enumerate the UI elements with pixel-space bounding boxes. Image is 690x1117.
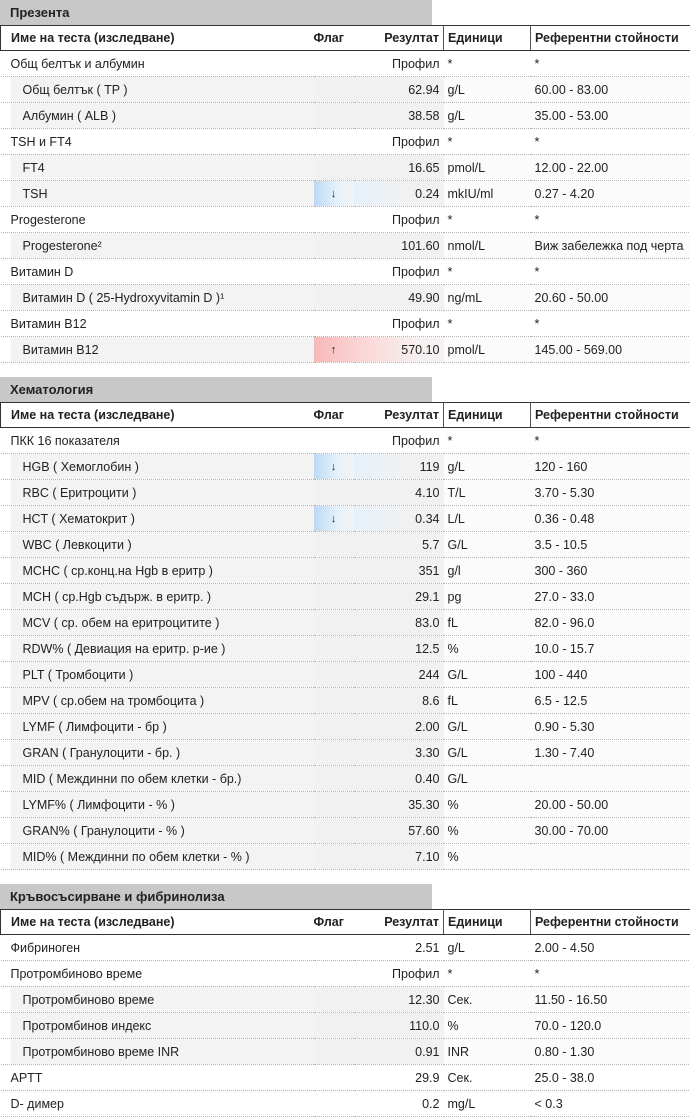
result-units: *	[444, 51, 531, 77]
test-name: Общ белтък и албумин	[1, 51, 314, 77]
test-name: Протромбинов индекс	[1, 1013, 314, 1039]
section-title: Кръвосъсирване и фибринолиза	[0, 884, 432, 909]
test-name: Протромбиново време	[1, 961, 314, 987]
flag-indicator	[314, 1039, 354, 1065]
table-row	[1, 818, 690, 844]
flag-indicator	[314, 233, 354, 259]
result-value: 0.24	[354, 181, 444, 207]
result-value: 12.30	[354, 987, 444, 1013]
reference-range	[531, 766, 690, 792]
result-units: g/L	[444, 103, 531, 129]
flag-indicator	[314, 1091, 354, 1117]
result-value: Профил	[354, 129, 444, 155]
result-value: Профил	[354, 259, 444, 285]
reference-range: *	[531, 428, 690, 454]
reference-range: 25.0 - 38.0	[531, 1065, 690, 1091]
result-units: *	[444, 428, 531, 454]
table-row	[1, 844, 690, 870]
result-units: L/L	[444, 506, 531, 532]
table-row	[1, 259, 690, 285]
results-table	[0, 402, 690, 870]
result-units: pmol/L	[444, 155, 531, 181]
section-spacer	[0, 363, 690, 377]
header-units: Единици	[444, 26, 531, 51]
result-units: %	[444, 818, 531, 844]
test-name: Progesterone	[1, 207, 314, 233]
test-name: Progesterone²	[1, 233, 314, 259]
flag-indicator	[314, 766, 354, 792]
flag-indicator	[314, 636, 354, 662]
flag-indicator	[314, 428, 354, 454]
table-row	[1, 181, 690, 207]
header-units: Единици	[444, 910, 531, 935]
flag-indicator	[314, 155, 354, 181]
test-name: MCHC ( ср.конц.на Hgb в еритр )	[1, 558, 314, 584]
flag-indicator	[314, 688, 354, 714]
result-value: 0.2	[354, 1091, 444, 1117]
result-units: g/L	[444, 77, 531, 103]
result-value: 29.9	[354, 1065, 444, 1091]
table-row	[1, 454, 690, 480]
header-name: Име на теста (изследване)	[1, 910, 314, 935]
result-units: G/L	[444, 662, 531, 688]
table-row	[1, 1013, 690, 1039]
table-row	[1, 233, 690, 259]
result-units: G/L	[444, 714, 531, 740]
flag-indicator	[314, 740, 354, 766]
test-name: APTT	[1, 1065, 314, 1091]
reference-range: 300 - 360	[531, 558, 690, 584]
test-name: RBC ( Еритроцити )	[1, 480, 314, 506]
test-name: ПКК 16 показателя	[1, 428, 314, 454]
reference-range: 82.0 - 96.0	[531, 610, 690, 636]
result-value: 0.91	[354, 1039, 444, 1065]
reference-range: 35.00 - 53.00	[531, 103, 690, 129]
result-units: T/L	[444, 480, 531, 506]
flag-indicator	[314, 584, 354, 610]
result-units: ng/mL	[444, 285, 531, 311]
reference-range: < 0.3	[531, 1091, 690, 1117]
flag-indicator	[314, 1013, 354, 1039]
section-1	[0, 377, 690, 870]
flag-indicator: ↓	[314, 181, 354, 207]
test-name: Протромбиново време INR	[1, 1039, 314, 1065]
reference-range: 10.0 - 15.7	[531, 636, 690, 662]
header-reference: Референтни стойности	[531, 910, 690, 935]
table-row	[1, 714, 690, 740]
reference-range: 3.70 - 5.30	[531, 480, 690, 506]
reference-range: 60.00 - 83.00	[531, 77, 690, 103]
flag-indicator	[314, 1065, 354, 1091]
result-value: 101.60	[354, 233, 444, 259]
result-units: *	[444, 311, 531, 337]
test-name: Витамин B12	[1, 311, 314, 337]
flag-indicator	[314, 714, 354, 740]
result-units: pmol/L	[444, 337, 531, 363]
reference-range: 2.00 - 4.50	[531, 935, 690, 961]
test-name: Протромбиново време	[1, 987, 314, 1013]
result-units: g/L	[444, 935, 531, 961]
result-units: nmol/L	[444, 233, 531, 259]
result-units: G/L	[444, 532, 531, 558]
table-header	[1, 910, 690, 935]
table-row	[1, 506, 690, 532]
flag-indicator	[314, 792, 354, 818]
result-value: 83.0	[354, 610, 444, 636]
result-units: INR	[444, 1039, 531, 1065]
result-value: Профил	[354, 428, 444, 454]
test-name: LYMF ( Лимфоцити - бр )	[1, 714, 314, 740]
table-row	[1, 155, 690, 181]
reference-range: *	[531, 311, 690, 337]
flag-indicator	[314, 51, 354, 77]
reference-range: 20.60 - 50.00	[531, 285, 690, 311]
reference-range: *	[531, 51, 690, 77]
table-row	[1, 103, 690, 129]
header-flag: Флаг	[314, 910, 354, 935]
table-row	[1, 337, 690, 363]
result-units: G/L	[444, 740, 531, 766]
result-value: 57.60	[354, 818, 444, 844]
result-units: %	[444, 636, 531, 662]
section-spacer	[0, 870, 690, 884]
table-row	[1, 532, 690, 558]
reference-range: 12.00 - 22.00	[531, 155, 690, 181]
reference-range: *	[531, 259, 690, 285]
table-row	[1, 1091, 690, 1117]
reference-range: 0.90 - 5.30	[531, 714, 690, 740]
result-value: 7.10	[354, 844, 444, 870]
flag-indicator: ↓	[314, 454, 354, 480]
test-name: WBC ( Левкоцити )	[1, 532, 314, 558]
result-value: 35.30	[354, 792, 444, 818]
results-table	[0, 909, 690, 1117]
result-units: Сек.	[444, 987, 531, 1013]
result-value: 3.30	[354, 740, 444, 766]
test-name: FT4	[1, 155, 314, 181]
flag-indicator	[314, 285, 354, 311]
flag-indicator	[314, 77, 354, 103]
result-units: mg/L	[444, 1091, 531, 1117]
test-name: Витамин D	[1, 259, 314, 285]
reference-range: 20.00 - 50.00	[531, 792, 690, 818]
reference-range: 145.00 - 569.00	[531, 337, 690, 363]
flag-indicator	[314, 935, 354, 961]
test-name: TSH и FT4	[1, 129, 314, 155]
header-result: Резултат	[354, 26, 444, 51]
reference-range: Виж забележка под черта	[531, 233, 690, 259]
result-value: Профил	[354, 51, 444, 77]
test-name: D- димер	[1, 1091, 314, 1117]
result-units: mkIU/ml	[444, 181, 531, 207]
table-row	[1, 77, 690, 103]
result-value: 2.00	[354, 714, 444, 740]
section-title: Презента	[0, 0, 432, 25]
test-name: HGB ( Хемоглобин )	[1, 454, 314, 480]
test-name: GRAN% ( Гранулоцити - % )	[1, 818, 314, 844]
table-row	[1, 987, 690, 1013]
table-row	[1, 935, 690, 961]
result-units: %	[444, 844, 531, 870]
section-title: Хематология	[0, 377, 432, 402]
result-value: 0.40	[354, 766, 444, 792]
table-row	[1, 610, 690, 636]
result-units: fL	[444, 610, 531, 636]
test-name: HCT ( Хематокрит )	[1, 506, 314, 532]
flag-indicator	[314, 259, 354, 285]
result-value: 29.1	[354, 584, 444, 610]
flag-indicator	[314, 103, 354, 129]
test-name: Витамин B12	[1, 337, 314, 363]
result-value: Профил	[354, 207, 444, 233]
table-row	[1, 688, 690, 714]
reference-range: 27.0 - 33.0	[531, 584, 690, 610]
result-value: 12.5	[354, 636, 444, 662]
table-row	[1, 766, 690, 792]
reference-range: *	[531, 207, 690, 233]
table-row	[1, 584, 690, 610]
flag-indicator	[314, 532, 354, 558]
flag-indicator	[314, 610, 354, 636]
table-header	[1, 26, 690, 51]
flag-indicator	[314, 987, 354, 1013]
flag-indicator	[314, 818, 354, 844]
test-name: MCH ( ср.Hgb съдърж. в еритр. )	[1, 584, 314, 610]
table-row	[1, 207, 690, 233]
result-units: Сек.	[444, 1065, 531, 1091]
flag-indicator	[314, 207, 354, 233]
reference-range: 11.50 - 16.50	[531, 987, 690, 1013]
result-units: g/l	[444, 558, 531, 584]
result-units: *	[444, 259, 531, 285]
reference-range: 30.00 - 70.00	[531, 818, 690, 844]
reference-range: *	[531, 129, 690, 155]
flag-indicator: ↑	[314, 337, 354, 363]
section-2	[0, 884, 690, 1117]
test-name: Витамин D ( 25-Hydroxyvitamin D )¹	[1, 285, 314, 311]
result-value: 4.10	[354, 480, 444, 506]
reference-range: 6.5 - 12.5	[531, 688, 690, 714]
result-value: 5.7	[354, 532, 444, 558]
result-units: *	[444, 207, 531, 233]
result-units: fL	[444, 688, 531, 714]
test-name: Албумин ( ALB )	[1, 103, 314, 129]
flag-indicator	[314, 129, 354, 155]
reference-range: *	[531, 961, 690, 987]
test-name: RDW% ( Девиация на еритр. р-ие )	[1, 636, 314, 662]
table-row	[1, 961, 690, 987]
reference-range: 0.36 - 0.48	[531, 506, 690, 532]
table-row	[1, 129, 690, 155]
flag-indicator	[314, 558, 354, 584]
reference-range	[531, 844, 690, 870]
result-value: 110.0	[354, 1013, 444, 1039]
header-result: Резултат	[354, 910, 444, 935]
result-value: 0.34	[354, 506, 444, 532]
result-value: 2.51	[354, 935, 444, 961]
result-units: pg	[444, 584, 531, 610]
test-name: Общ белтък ( TP )	[1, 77, 314, 103]
result-units: %	[444, 792, 531, 818]
table-row	[1, 792, 690, 818]
result-value: 570.10	[354, 337, 444, 363]
test-name: MID% ( Междинни по обем клетки - % )	[1, 844, 314, 870]
result-value: Профил	[354, 961, 444, 987]
test-name: MPV ( ср.обем на тромбоцита )	[1, 688, 314, 714]
flag-indicator	[314, 961, 354, 987]
reference-range: 3.5 - 10.5	[531, 532, 690, 558]
reference-range: 120 - 160	[531, 454, 690, 480]
results-table	[0, 25, 690, 363]
table-row	[1, 285, 690, 311]
table-row	[1, 558, 690, 584]
reference-range: 70.0 - 120.0	[531, 1013, 690, 1039]
test-name: LYMF% ( Лимфоцити - % )	[1, 792, 314, 818]
header-reference: Референтни стойности	[531, 26, 690, 51]
table-row	[1, 740, 690, 766]
reference-range: 1.30 - 7.40	[531, 740, 690, 766]
table-row	[1, 51, 690, 77]
result-value: 49.90	[354, 285, 444, 311]
result-units: *	[444, 961, 531, 987]
result-value: 8.6	[354, 688, 444, 714]
table-row	[1, 311, 690, 337]
result-value: Профил	[354, 311, 444, 337]
test-name: MID ( Междинни по обем клетки - бр.)	[1, 766, 314, 792]
table-header	[1, 403, 690, 428]
header-units: Единици	[444, 403, 531, 428]
table-row	[1, 1065, 690, 1091]
test-name: TSH	[1, 181, 314, 207]
result-value: 38.58	[354, 103, 444, 129]
section-0	[0, 0, 690, 363]
header-name: Име на теста (изследване)	[1, 26, 314, 51]
result-units: g/L	[444, 454, 531, 480]
result-value: 244	[354, 662, 444, 688]
test-name: GRAN ( Гранулоцити - бр. )	[1, 740, 314, 766]
test-name: Фибриноген	[1, 935, 314, 961]
test-name: PLT ( Тромбоцити )	[1, 662, 314, 688]
result-units: %	[444, 1013, 531, 1039]
reference-range: 100 - 440	[531, 662, 690, 688]
header-flag: Флаг	[314, 403, 354, 428]
header-name: Име на теста (изследване)	[1, 403, 314, 428]
flag-indicator	[314, 844, 354, 870]
table-row	[1, 636, 690, 662]
flag-indicator	[314, 311, 354, 337]
table-row	[1, 428, 690, 454]
reference-range: 0.27 - 4.20	[531, 181, 690, 207]
reference-range: 0.80 - 1.30	[531, 1039, 690, 1065]
header-reference: Референтни стойности	[531, 403, 690, 428]
table-row	[1, 662, 690, 688]
result-value: 62.94	[354, 77, 444, 103]
test-name: MCV ( ср. обем на еритроцитите )	[1, 610, 314, 636]
header-flag: Флаг	[314, 26, 354, 51]
header-result: Резултат	[354, 403, 444, 428]
flag-indicator	[314, 480, 354, 506]
flag-indicator: ↓	[314, 506, 354, 532]
flag-indicator	[314, 662, 354, 688]
table-row	[1, 480, 690, 506]
result-units: *	[444, 129, 531, 155]
result-value: 16.65	[354, 155, 444, 181]
result-value: 119	[354, 454, 444, 480]
result-units: G/L	[444, 766, 531, 792]
table-row	[1, 1039, 690, 1065]
result-value: 351	[354, 558, 444, 584]
